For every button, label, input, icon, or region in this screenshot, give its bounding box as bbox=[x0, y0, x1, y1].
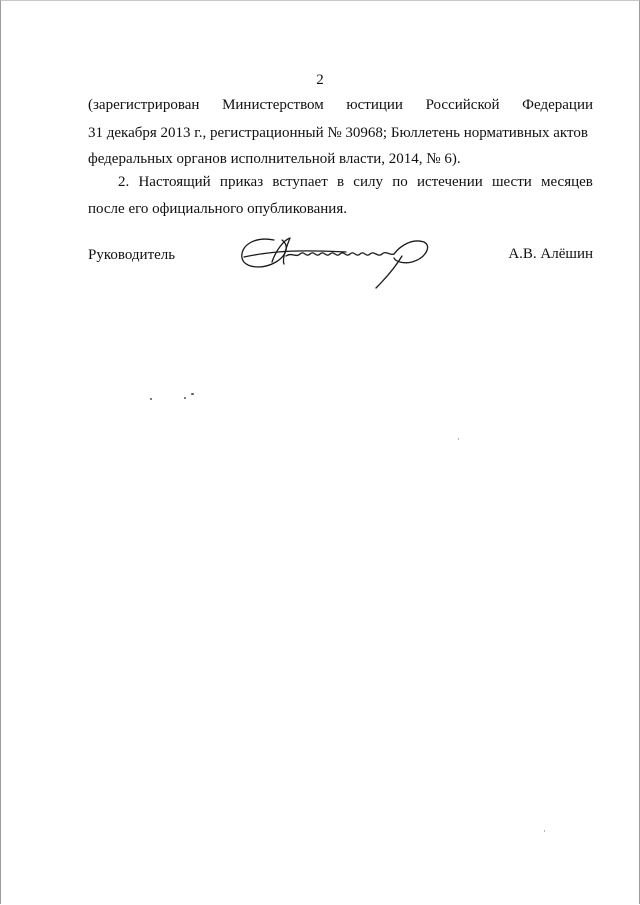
body-word: шести bbox=[491, 174, 532, 190]
handwritten-signature bbox=[236, 226, 436, 292]
body-word: Настоящий bbox=[138, 174, 211, 190]
signatory-title: Руководитель bbox=[88, 247, 176, 263]
scan-speck bbox=[458, 438, 459, 440]
body-word: месяцев bbox=[541, 174, 593, 190]
body-word: Министерством bbox=[222, 97, 324, 113]
body-line-3: федеральных органов исполнительной власти, 2014, № 6). bbox=[88, 151, 461, 167]
body-word: силу bbox=[353, 174, 383, 190]
body-line-2: 31 декабря 2013 г., регистрационный № 30968; Бюллетень нормативных актов bbox=[88, 125, 588, 141]
page-number: 2 bbox=[316, 72, 324, 88]
scan-speck bbox=[150, 398, 152, 400]
body-line-1 bbox=[88, 95, 593, 115]
signatory-name: А.В. Алёшин bbox=[508, 246, 593, 262]
body-word: вступает bbox=[272, 174, 328, 190]
scan-speck bbox=[184, 397, 186, 399]
body-word: юстиции bbox=[346, 97, 403, 113]
body-word: Федерации bbox=[522, 97, 593, 113]
body-word: по bbox=[392, 174, 408, 190]
body-word: 2. bbox=[118, 174, 130, 190]
scan-speck bbox=[544, 830, 545, 832]
body-word: Российской bbox=[425, 97, 500, 113]
body-word: истечении bbox=[416, 174, 483, 190]
body-word: (зарегистрирован bbox=[88, 97, 200, 113]
body-word: приказ bbox=[219, 174, 264, 190]
scan-speck bbox=[191, 393, 194, 395]
body-line-4 bbox=[118, 172, 593, 192]
body-line-5: после его официального опубликования. bbox=[88, 201, 347, 217]
body-word: в bbox=[336, 174, 345, 190]
